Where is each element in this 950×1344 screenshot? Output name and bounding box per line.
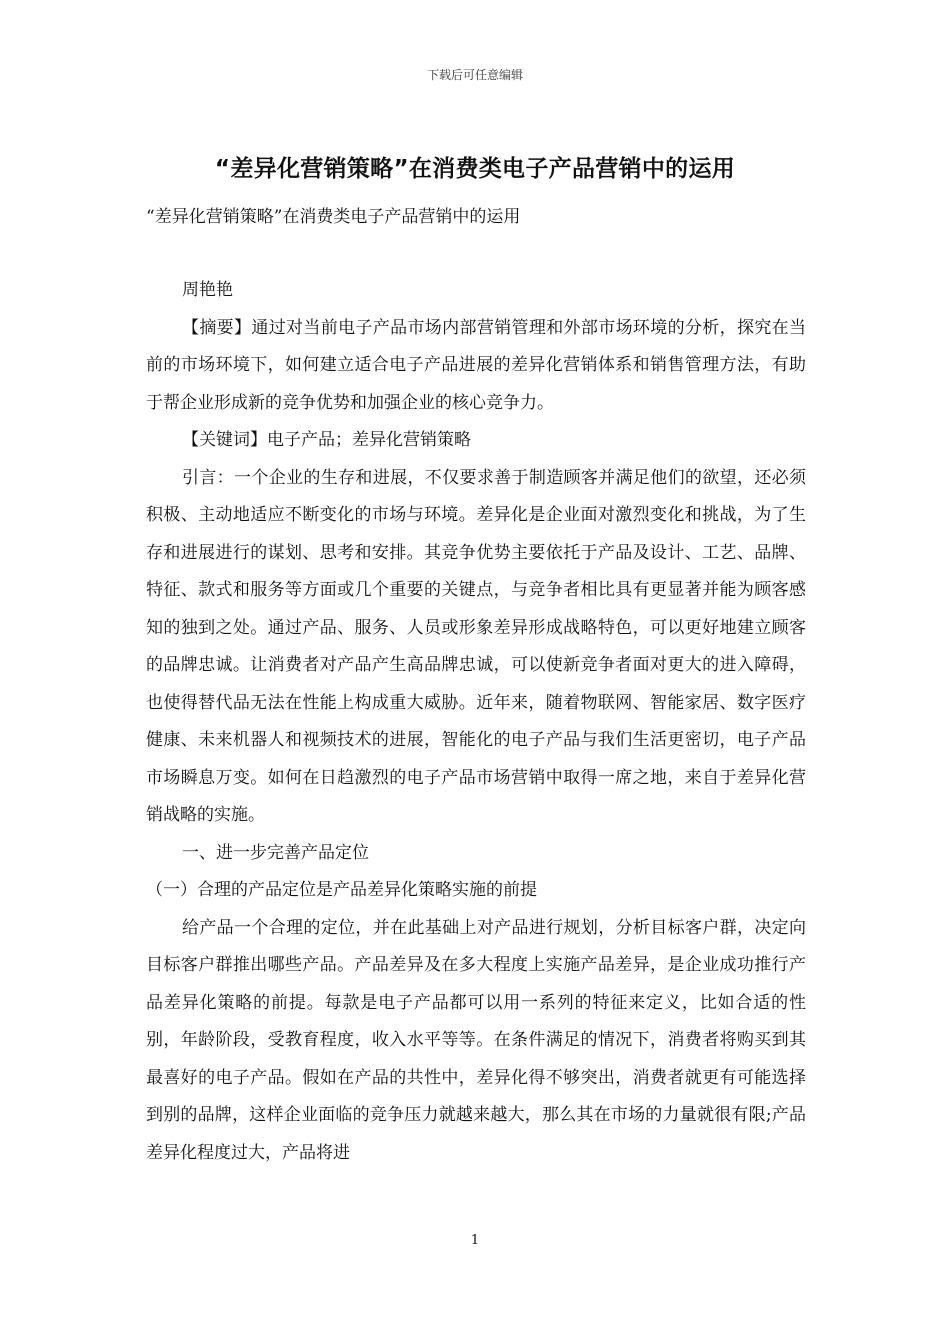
document-title: “差异化营销策略”在消费类电子产品营销中的运用 (214, 156, 736, 182)
intro-paragraph: 引言：一个企业的生存和进展，不仅要求善于制造顾客并满足他们的欲望，还必须积极、主动地适应不断变化的市场与环境。差异化是企业面对激烈变化和挑战，为了生存和进展进行的谋划、思考和安排。其竞争优势主要依托于产品及设计、工艺、品牌、特征、款式和服务等方面或几个重要的关键点，与竞争者相比具有更显著并能为顾客感知的独到之处。通过产品、服务、人员或形象差异形成战略特色，可以更好地建立顾客的品牌忠诚。让消费者对产品产生高品牌忠诚，可以使新竞争者面对更大的进入障碍，也使得替代品无法在性能上构成重大威胁。近年来，随着物联网、智能家居、数字医疗健康、未来机器人和视频技术的进展，智能化的电子产品与我们生活更密切，电子产品市场瞬息万变。如何在日趋激烈的电子产品市场营销中取得一席之地，来自于差异化营销战略的实施。 (146, 467, 806, 825)
subsection-heading: （一）合理的产品定位是产品差异化策略实施的前提 (146, 880, 537, 900)
document-subtitle: “差异化营销策略”在消费类电子产品营销中的运用 (146, 207, 521, 227)
abstract-paragraph: 【摘要】通过对当前电子产品市场内部营销管理和外部市场环境的分析，探究在当前的市场环境下，如何建立适合电子产品进展的差异化营销体系和销售管理方法，有助于帮企业形成新的竞争优势和加强企业的核心竞争力。 (146, 317, 806, 413)
author-line: 周艳艳 (182, 280, 233, 300)
body-paragraph: 给产品一个合理的定位，并在此基础上对产品进行规划，分析目标客户群，决定向目标客户群推出哪些产品。产品差异及在多大程度上实施产品差异，是企业成功推行产品差异化策略的前提。每款是电子产品都可以用一系列的特征来定义，比如合适的性别，年龄阶段，受教育程度，收入水平等等。在条件满足的情况下，消费者将购买到其最喜好的电子产品。假如在产品的共性中，差异化得不够突出，消费者就更有可能选择到别的品牌，这样企业面临的竞争压力就越来越大，那么其在市场的力量就很有限;产品差异化程度过大，产品将进 (146, 917, 806, 1163)
document-body (146, 272, 806, 1172)
keywords-paragraph: 【关键词】电子产品；差异化营销策略 (182, 430, 471, 450)
section-heading: 一、进一步完善产品定位 (182, 842, 369, 863)
page-number: 1 (470, 1233, 480, 1248)
header-note: 下载后可任意编辑 (426, 68, 523, 82)
